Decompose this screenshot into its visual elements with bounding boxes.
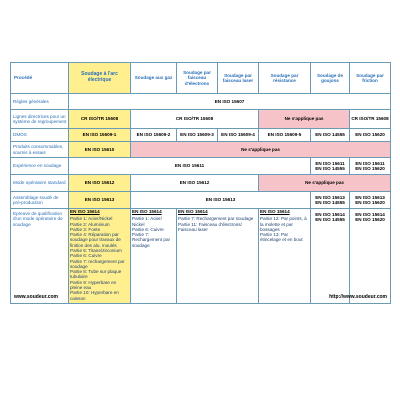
part-item: Partie 7: Rechargement par soudage <box>178 216 254 222</box>
row-label: Assemblage soudé de pré-production <box>11 192 69 209</box>
standards-table-sheet <box>10 62 390 337</box>
value-line: EN ISO 15611 <box>355 160 385 166</box>
standard-title: EN ISO 15614 <box>70 209 100 214</box>
value-line: EN ISO 15611 <box>315 160 345 166</box>
cell-value: EN ISO 14555 <box>311 129 350 142</box>
part-item: Partie 7: rechargement par soudage <box>70 258 125 269</box>
part-item: Partie 12: Par points, à la molette et par bossages <box>260 216 307 232</box>
cell-not-applicable: Ne s'applique pas <box>131 142 391 158</box>
header-gaz: Soudage aux gaz <box>131 63 177 94</box>
row-label: Produits consommables, soumis à essais <box>11 142 69 158</box>
cell-value: CR ISO/TR 15608 <box>131 110 259 129</box>
row-epreuve-qualification <box>11 209 391 304</box>
part-item: Partie 7: Rechargement par soudage <box>132 232 171 248</box>
header-electron-beam: Soudage par faisceau d'électrons <box>177 63 218 94</box>
value-line: EN ISO 15620 <box>355 166 385 171</box>
cell-not-applicable: Ne s'applique pas <box>259 175 391 192</box>
cell-value: EN ISO 15609-2 <box>131 129 177 142</box>
part-item: Partie 1: Acier/Nickel <box>70 216 113 222</box>
row-produits-consommables <box>11 142 391 158</box>
part-item: Partie 10: Hyperbare en caisson <box>70 290 119 301</box>
part-item: Partie 5: Titane/zirconium <box>70 247 122 253</box>
part-item: Partie 6: Cuivre <box>70 253 102 259</box>
standard-title: EN ISO 15614 <box>178 209 208 214</box>
header-procede: Procédé <box>11 63 69 94</box>
cell-value: EN ISO 15609-5 <box>259 129 311 142</box>
part-item: Partie 11: Faisceau d'électrons/ Faisceau laser <box>178 221 242 232</box>
cell-value: EN ISO 15611 <box>69 158 311 175</box>
value-line: EN ISO 14555 <box>315 200 345 205</box>
footer-left-url: www.soudeur.com <box>14 294 58 301</box>
value-line: EN ISO 14555 <box>315 166 345 171</box>
cell-value: EN ISO 15609-1 <box>69 129 131 142</box>
header-arc: Soudage à l'arc électrique <box>69 63 131 94</box>
cell-friction <box>350 192 391 209</box>
row-label: Lignes directrices pour un système de regroupement <box>11 110 69 129</box>
row-label: Mode opératoire standard <box>11 175 69 192</box>
header-laser: Soudage par faisceau laser <box>218 63 259 94</box>
row-lignes-directrices <box>11 110 391 129</box>
cell-value: EN ISO 15613 <box>131 192 311 209</box>
footer-right-url[interactable]: http://www.soudeur.com <box>329 294 387 301</box>
cell-goujons <box>311 192 350 209</box>
value-line: EN ISO 15614 <box>315 212 345 217</box>
cell-not-applicable: Ne s'applique pas <box>259 110 350 129</box>
cell-goujons <box>311 209 350 304</box>
part-item: Partie 13: Par étincelage et en bout <box>260 232 303 243</box>
cell-goujons <box>311 158 350 175</box>
row-dmos <box>11 129 391 142</box>
cell-value: EN ISO 15612 <box>131 175 259 192</box>
part-item: Partie 4: Réparation par soudage pour travaux de finition des alu. moulés <box>70 232 121 248</box>
row-label: Expérience en soudage <box>11 158 69 175</box>
row-mode-operatoire-standard <box>11 175 391 192</box>
cell-resistance-parts <box>259 209 311 304</box>
row-experience <box>11 158 391 175</box>
standard-title: EN ISO 15614 <box>132 209 162 214</box>
row-label-cell <box>11 209 69 304</box>
header-resistance: Soudage par résistance <box>259 63 311 94</box>
row-regles-generales <box>11 94 391 110</box>
header-friction: Soudage par friction <box>350 63 391 94</box>
cell-value: EN ISO 15613 <box>69 192 131 209</box>
welding-standards-table <box>10 62 391 304</box>
cell-value: EN ISO 15609-4 <box>218 129 259 142</box>
value-line: EN ISO 15620 <box>355 200 385 205</box>
cell-value: EN ISO 15610 <box>69 142 131 158</box>
header-goujons: Soudage de goujons <box>311 63 350 94</box>
value-line: EN ISO 15613 <box>315 194 345 200</box>
cell-value: EN ISO 15609-3 <box>177 129 218 142</box>
part-item: Partie 8: Tube sur plaque tubulaire <box>70 269 122 280</box>
row-label: Règles générales <box>11 94 69 110</box>
value-line: EN ISO 15614 <box>355 212 385 217</box>
cell-arc-parts <box>69 209 131 304</box>
header-row <box>11 63 391 94</box>
cell-gaz-parts <box>131 209 177 304</box>
row-label: DMOS <box>11 129 69 142</box>
cell-beam-parts <box>177 209 259 304</box>
cell-friction <box>350 158 391 175</box>
row-label: Epreuve de qualification d'un mode opératoire de soudage <box>13 211 63 227</box>
cell-value: CR ISO/TR 15608 <box>350 110 391 129</box>
cell-value: EN ISO 15612 <box>69 175 131 192</box>
value-line: EN ISO 15613 <box>355 194 385 200</box>
row-assemblage-preproduction <box>11 192 391 209</box>
part-item: Partie 6: Cuivre <box>132 226 164 232</box>
cell-value: EN ISO 15607 <box>69 94 391 110</box>
cell-value: CR ISO/TR 15608 <box>69 110 131 129</box>
value-line: EN ISO 14555 <box>315 217 345 223</box>
cell-value: EN ISO 15620 <box>350 129 391 142</box>
part-item: Partie 9: Hyperbare en pleine eau <box>70 279 117 290</box>
value-line: EN ISO 15620 <box>355 217 385 223</box>
part-item: Partie 1: Acier/ Nickel <box>132 216 162 227</box>
part-item: Partie 2: Aluminium <box>70 221 110 227</box>
standard-title: EN ISO 15614 <box>260 209 290 214</box>
part-item: Partie 3: Fonte <box>70 226 101 232</box>
